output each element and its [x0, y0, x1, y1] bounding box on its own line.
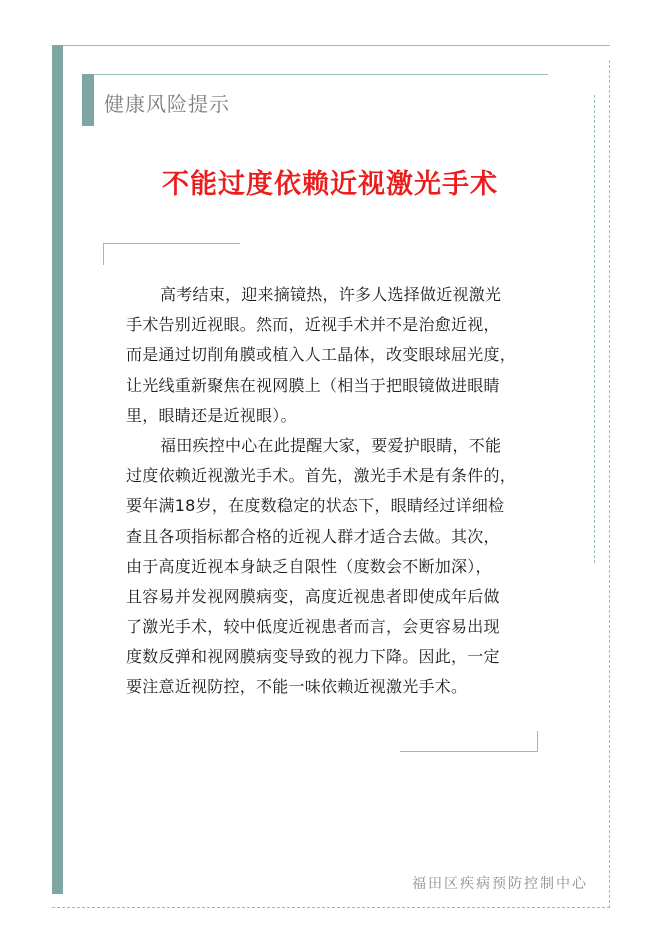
paragraph-line: 要年满18岁，在度数稳定的状态下，眼睛经过详细检	[126, 496, 505, 516]
paragraph-line: 且容易并发视网膜病变，高度近视患者即使成年后做	[126, 586, 500, 606]
corner-bracket-bottom-right-vertical	[537, 731, 538, 752]
frame-top-line	[52, 45, 610, 46]
paragraph-line: 查且各项指标都合格的近视人群才适合去做。其次，	[126, 526, 500, 546]
paragraph-line: 让光线重新聚焦在视网膜上（相当于把眼镜做进眼睛	[126, 375, 500, 395]
paragraph-line: 手术告别近视眼。然而，近视手术并不是治愈近视，	[126, 315, 500, 335]
footer-organization: 福田区疾病预防控制中心	[412, 876, 588, 892]
tag-accent-bar	[82, 74, 94, 126]
paragraph-line: 福田疾控中心在此提醒大家，要爱护眼睛，不能	[160, 435, 502, 455]
page-title: 不能过度依赖近视激光手术	[162, 169, 498, 200]
paragraph-line: 由于高度近视本身缺乏自限性（度数会不断加深），	[126, 556, 492, 576]
article-body	[126, 280, 540, 703]
corner-bracket-bottom-right	[400, 751, 538, 752]
paragraph-line: 要注意近视防控，不能一味依赖近视激光手术。	[126, 677, 468, 697]
paragraph-line: 过度依赖近视激光手术。首先，激光手术是有条件的，	[126, 466, 517, 486]
paragraph-line: 度数反弹和视网膜病变导致的视力下降。因此，一定	[126, 647, 500, 667]
paragraph-line: 高考结束，迎来摘镜热，许多人选择做近视激光	[160, 285, 502, 304]
corner-bracket-top-left-vertical	[103, 243, 104, 265]
paragraph-2	[126, 431, 540, 703]
frame-bottom-dashed-line	[52, 907, 610, 908]
paragraph-line: 而是通过切削角膜或植入人工晶体，改变眼球屈光度，	[126, 345, 517, 365]
paragraph-line: 了激光手术，较中低度近视患者而言，会更容易出现	[126, 617, 500, 637]
corner-bracket-top-left	[103, 243, 240, 244]
section-tag: 健康风险提示	[104, 92, 230, 116]
tag-underline	[82, 74, 548, 75]
paragraph-1	[126, 280, 540, 431]
paragraph-line: 里，眼睛还是近视眼）。	[126, 405, 297, 425]
